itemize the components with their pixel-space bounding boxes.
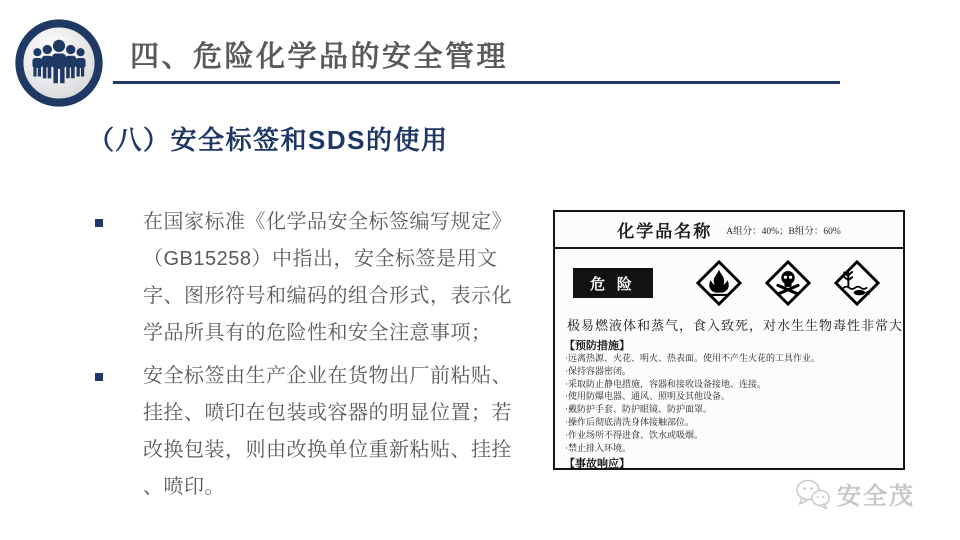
- title-underline: [113, 81, 840, 84]
- section-subtitle: （八）安全标签和SDS的使用: [88, 125, 449, 155]
- precaution-line: ·操作后彻底清洗身体接触部位。: [565, 416, 694, 427]
- bullet-text-line: 字、图形符号和编码的组合形式，表示化: [143, 285, 512, 307]
- skull-pictogram-icon: [764, 259, 812, 307]
- label-header: [555, 212, 903, 249]
- wechat-icon: [795, 478, 831, 510]
- precaution-line: ·禁止排入环境。: [565, 442, 631, 453]
- precaution-line: ·远离热源、火花、明火、热表面。使用不产生火花的工具作业。: [565, 353, 820, 363]
- signal-word-danger: 危 险: [573, 268, 653, 298]
- brand-watermark: [795, 476, 915, 511]
- flame-pictogram-icon: [695, 259, 743, 307]
- bullet-square-icon: [95, 373, 103, 381]
- environment-pictogram-icon: [833, 259, 881, 307]
- precaution-line: ·保持容器密闭。: [565, 365, 631, 376]
- bullet-text-line: 学品所具有的危险性和安全注意事项；: [143, 322, 492, 344]
- bullet-item: [95, 204, 512, 352]
- ghs-pictograms: [695, 259, 881, 307]
- brand-name: 安全茂: [837, 483, 915, 510]
- page-title: 四、危险化学品的安全管理: [130, 41, 509, 73]
- bullet-text-line: 安全标签由生产企业在货物出厂前粘贴、: [143, 365, 512, 387]
- bullet-text-line: （GB15258）中指出，安全标签是用文: [143, 248, 498, 270]
- response-title: 【事故响应】: [564, 458, 630, 470]
- label-chemical-name: 化学品名称: [617, 222, 713, 241]
- precaution-line: ·采取防止静电措施，容器和接收设备接地、连接。: [565, 378, 766, 389]
- bullet-item: [95, 358, 512, 506]
- precaution-line: ·使用防爆电器、通风、照明及其他设备。: [565, 391, 730, 402]
- hazard-statement: 极易燃液体和蒸气，食入致死，对水生生物毒性非常大: [567, 318, 904, 333]
- bullet-text-line: 改换包装，则由改换单位重新粘贴、挂拴: [143, 439, 512, 461]
- precaution-line: ·戴防护手套、防护眼镜、防护面罩。: [565, 404, 712, 415]
- precaution-line: ·作业场所不得进食、饮水或吸烟。: [565, 429, 703, 440]
- bullet-square-icon: [95, 219, 103, 227]
- bullet-text-line: 挂拴、喷印在包装或容器的明显位置；若: [143, 402, 512, 424]
- label-composition: A组分：40%；B组分：60%: [726, 226, 841, 237]
- bullet-text-line: 在国家标准《化学品安全标签编写规定》: [143, 211, 512, 233]
- safety-label-image: [553, 210, 905, 470]
- people-group-icon: [14, 18, 104, 108]
- precaution-title: 【预防措施】: [564, 340, 630, 352]
- bullet-text-line: 、喷印。: [143, 476, 225, 498]
- precaution-list: [565, 352, 901, 454]
